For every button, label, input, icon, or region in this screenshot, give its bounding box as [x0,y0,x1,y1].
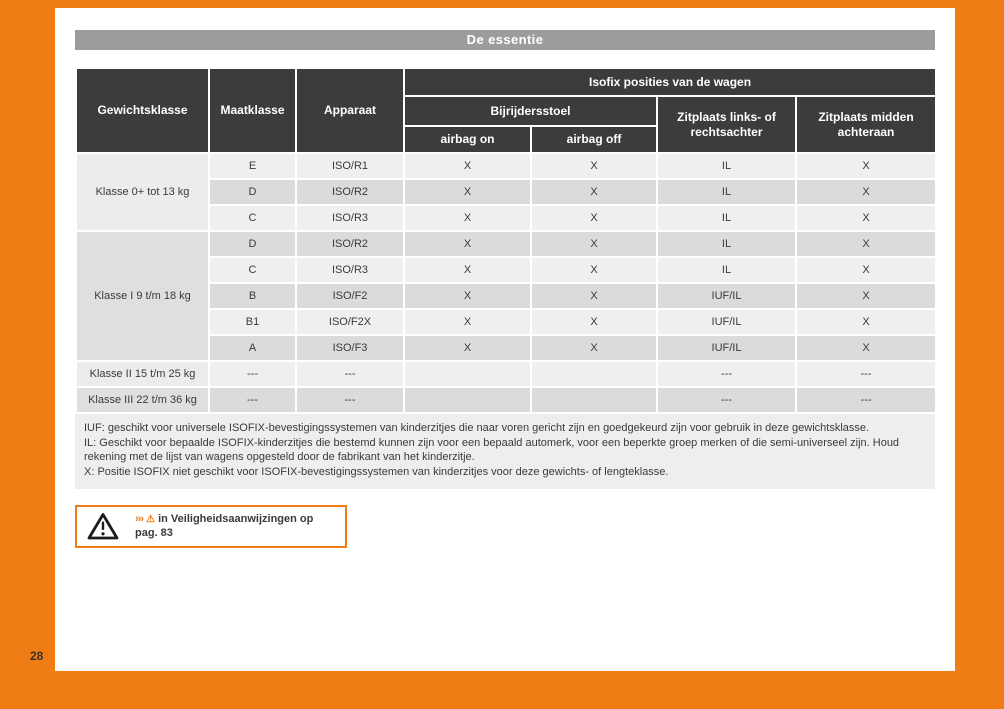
cell-zitplaats-midden: X [796,153,936,179]
section-title-bar [75,30,935,50]
manual-page [55,8,955,671]
cell-airbag-on [404,387,531,413]
cell-maatklasse: --- [209,361,296,387]
cell-zitplaats-midden: --- [796,387,936,413]
warning-text [135,512,320,542]
group-label-klasse-2: Klasse II 15 t/m 25 kg [76,361,209,387]
col-header-airbag-off: airbag off [531,126,657,153]
cell-zitplaats-achter: IUF/IL [657,283,796,309]
cell-maatklasse: E [209,153,296,179]
cell-airbag-on: X [404,335,531,361]
cell-zitplaats-midden: X [796,179,936,205]
cell-apparaat: ISO/F2X [296,309,404,335]
cell-zitplaats-midden: X [796,231,936,257]
cell-airbag-on: X [404,309,531,335]
cell-zitplaats-midden: X [796,205,936,231]
section-title: De essentie [466,32,544,47]
warning-label: in Veiligheidsaanwijzingen op [158,512,314,525]
cell-zitplaats-achter: IL [657,257,796,283]
footnote-il: IL: Geschikt voor bepaalde ISOFIX-kinderzitjes die bestemd kunnen zijn voor een bepaald automerk, voor een beperkte groep merken of die semi-universeel zijn. Houd rekening met de lijst van wagens opgesteld door de fabrikant van het kinderzitje. [84,436,900,464]
cell-zitplaats-achter: IUF/IL [657,335,796,361]
cell-zitplaats-midden: X [796,335,936,361]
cell-airbag-on [404,361,531,387]
table-row [76,153,936,179]
cell-maatklasse: --- [209,387,296,413]
warning-box [75,505,347,549]
cell-airbag-off: X [531,231,657,257]
cell-apparaat: --- [296,387,404,413]
cell-airbag-off: X [531,153,657,179]
footnote-iuf: IUF: geschikt voor universele ISOFIX-bevestigingssystemen van kinderzitjes die naar voren gericht zijn en goedgekeurd zijn voor gebruik in deze gewichtsklasse. [84,422,870,434]
col-header-apparaat: Apparaat [296,68,404,153]
table-body [76,153,936,413]
cell-airbag-off: X [531,257,657,283]
cell-zitplaats-midden: --- [796,361,936,387]
table-row [76,387,936,413]
cell-apparaat: ISO/F3 [296,335,404,361]
cell-maatklasse: C [209,205,296,231]
chevrons-icon: ››› [135,512,143,525]
cell-maatklasse: B [209,283,296,309]
cell-maatklasse: C [209,257,296,283]
col-header-bijrijdersstoel: Bijrijdersstoel [404,96,657,126]
cell-airbag-on: X [404,153,531,179]
cell-zitplaats-achter: IL [657,153,796,179]
cell-airbag-off: X [531,309,657,335]
cell-zitplaats-achter: IUF/IL [657,309,796,335]
cell-zitplaats-achter: IL [657,205,796,231]
cell-airbag-on: X [404,283,531,309]
group-label-klasse-1: Klasse I 9 t/m 18 kg [76,231,209,361]
cell-apparaat: ISO/R2 [296,231,404,257]
table-row [76,361,936,387]
cell-maatklasse: B1 [209,309,296,335]
warning-triangle-icon [87,512,119,541]
cell-zitplaats-midden: X [796,283,936,309]
col-header-isofix-group: Isofix posities van de wagen [404,68,936,96]
cell-apparaat: ISO/R2 [296,179,404,205]
cell-airbag-on: X [404,179,531,205]
col-header-zitplaats-achter: Zitplaats links- of rechtsachter [657,96,796,153]
cell-zitplaats-achter: IL [657,231,796,257]
footnote-x: X: Positie ISOFIX niet geschikt voor ISOFIX-bevestigingssystemen van kinderzitjes voor deze gewichts- of lengteklasse. [84,465,669,478]
cell-maatklasse: D [209,231,296,257]
cell-apparaat: ISO/R3 [296,257,404,283]
cell-airbag-on: X [404,231,531,257]
cell-zitplaats-midden: X [796,257,936,283]
col-header-airbag-on: airbag on [404,126,531,153]
cell-maatklasse: A [209,335,296,361]
cell-airbag-on: X [404,205,531,231]
isofix-positions-table [75,67,937,414]
group-label-klasse-0: Klasse 0+ tot 13 kg [76,153,209,231]
warning-page-ref: pag. 83 [135,527,173,540]
col-header-gewichtsklasse: Gewichtsklasse [76,68,209,153]
cell-airbag-off: X [531,205,657,231]
cell-apparaat: --- [296,361,404,387]
cell-zitplaats-achter: --- [657,387,796,413]
cell-zitplaats-achter: IL [657,179,796,205]
cell-airbag-off [531,361,657,387]
cell-zitplaats-midden: X [796,309,936,335]
cell-apparaat: ISO/F2 [296,283,404,309]
table-footnotes [75,414,935,489]
col-header-zitplaats-midden: Zitplaats midden achteraan [796,96,936,153]
cell-maatklasse: D [209,179,296,205]
cell-zitplaats-achter: --- [657,361,796,387]
table-header [76,68,936,153]
cell-airbag-off: X [531,179,657,205]
cell-airbag-on: X [404,257,531,283]
cell-airbag-off: X [531,283,657,309]
cell-airbag-off [531,387,657,413]
inline-warning-icon: ⚠ [146,513,156,525]
cell-airbag-off: X [531,335,657,361]
group-label-klasse-3: Klasse III 22 t/m 36 kg [76,387,209,413]
table-row [76,231,936,257]
page-number: 28 [30,649,44,663]
col-header-maatklasse: Maatklasse [209,68,296,153]
cell-apparaat: ISO/R3 [296,205,404,231]
cell-apparaat: ISO/R1 [296,153,404,179]
